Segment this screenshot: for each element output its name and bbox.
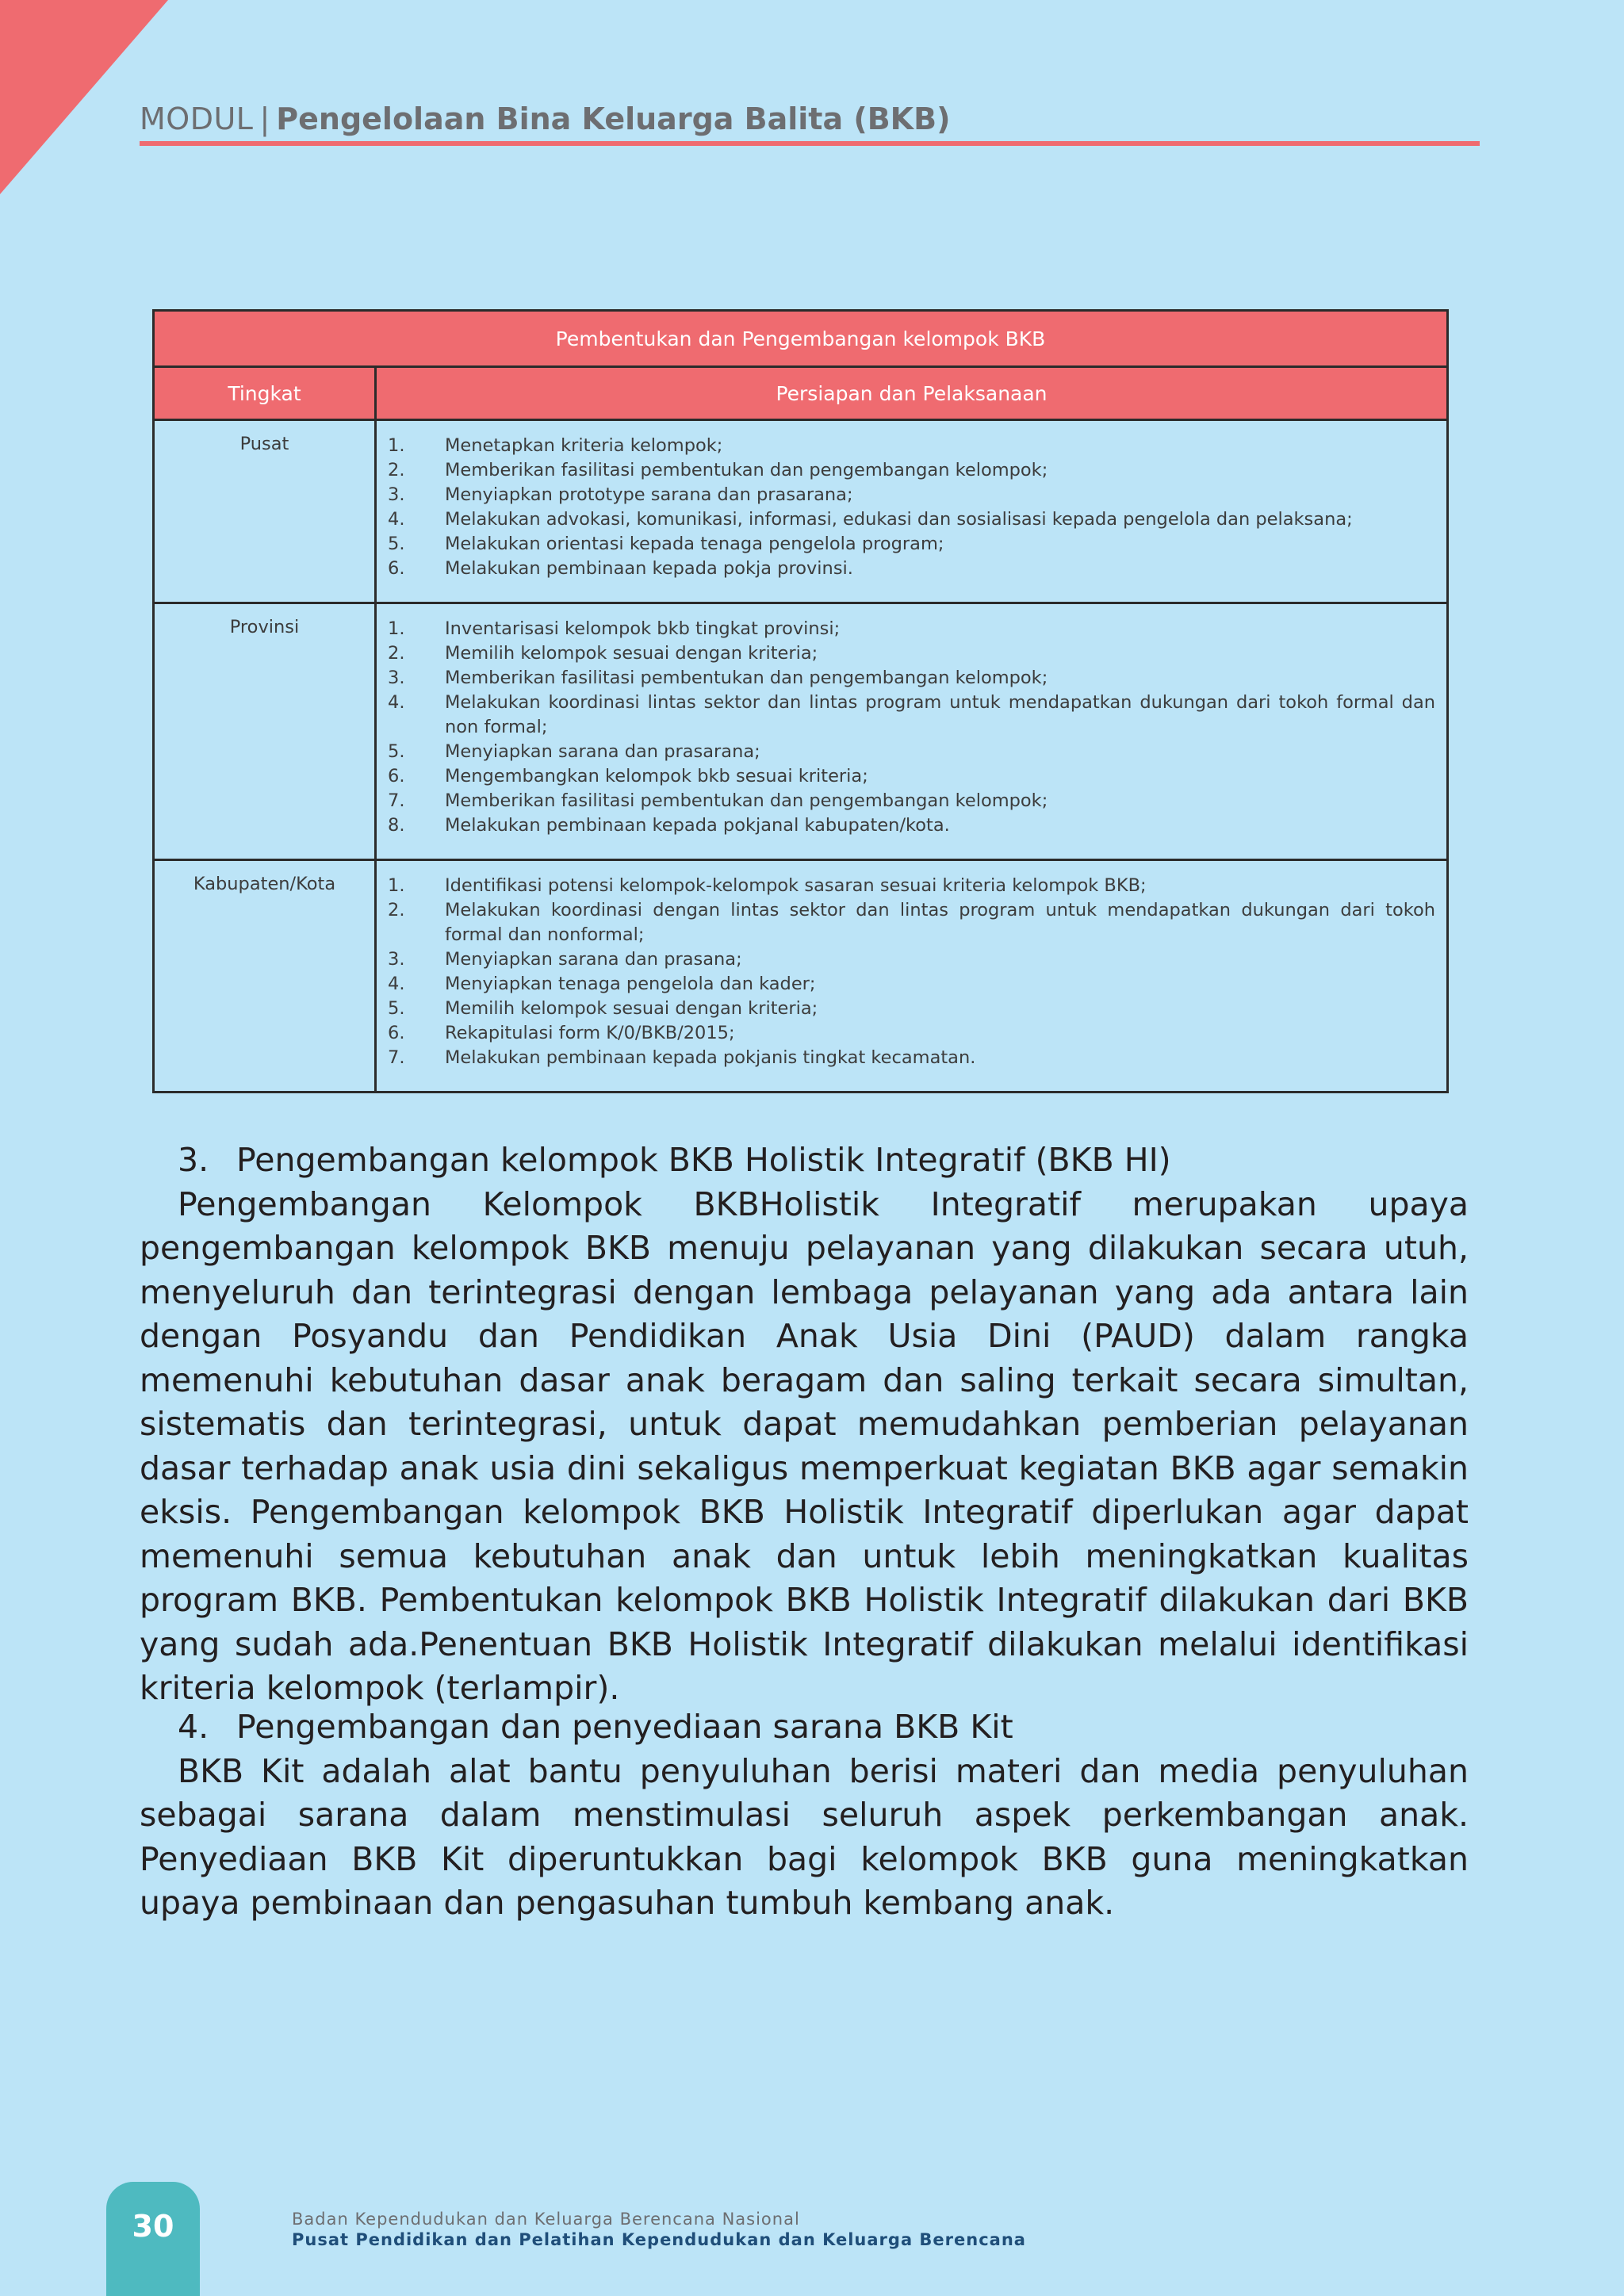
table-row: [154, 860, 1448, 1093]
table-body: [154, 420, 1448, 1093]
item-number: 6.: [388, 766, 405, 786]
list-item: [388, 997, 1435, 1021]
item-text: Menyiapkan tenaga pengelola dan kader;: [445, 974, 816, 994]
list-item: [388, 947, 1435, 972]
header-title: Pengelolaan Bina Keluarga Balita (BKB): [276, 101, 951, 136]
list-item: [388, 666, 1435, 691]
item-number: 2.: [388, 643, 405, 664]
item-text: Memberikan fasilitasi pembentukan dan pengembangan kelompok;: [445, 668, 1048, 688]
list-item: [388, 1046, 1435, 1070]
header-rule: [140, 141, 1480, 146]
item-text: Memberikan fasilitasi pembentukan dan pengembangan kelompok;: [445, 460, 1048, 480]
item-text: Identifikasi potensi kelompok-kelompok sasaran sesuai kriteria kelompok BKB;: [445, 875, 1147, 896]
item-text: Menyiapkan sarana dan prasana;: [445, 949, 742, 970]
level-cell: Pusat: [154, 420, 376, 603]
list-item: [388, 691, 1435, 740]
item-number: 1.: [388, 618, 405, 639]
item-number: 1.: [388, 435, 405, 456]
list-item: [388, 874, 1435, 898]
header-separator: |: [259, 101, 270, 136]
item-number: 5.: [388, 741, 405, 762]
item-number: 4.: [388, 974, 405, 994]
list-item: [388, 434, 1435, 458]
item-number: 7.: [388, 790, 405, 811]
item-number: 8.: [388, 815, 405, 836]
item-number: 3.: [388, 949, 405, 970]
list-item: [388, 507, 1435, 532]
list-item: [388, 898, 1435, 947]
section-4-title: Pengembangan dan penyediaan sarana BKB Kit: [236, 1708, 1013, 1746]
column-header-actions: Persiapan dan Pelaksanaan: [376, 367, 1448, 420]
bkb-table: [152, 309, 1449, 1093]
table-row: [154, 603, 1448, 860]
page-header: [140, 98, 1480, 140]
item-text: Menyiapkan prototype sarana dan prasarana;: [445, 484, 853, 505]
item-text: Memberikan fasilitasi pembentukan dan pengembangan kelompok;: [445, 790, 1048, 811]
item-number: 4.: [388, 509, 405, 530]
section-3-title: Pengembangan kelompok BKB Holistik Integratif (BKB HI): [236, 1141, 1171, 1179]
list-item: [388, 557, 1435, 581]
actions-cell: [376, 603, 1448, 860]
action-list: [388, 874, 1435, 1070]
table-row: [154, 420, 1448, 603]
list-item: [388, 813, 1435, 838]
item-text: Melakukan pembinaan kepada pokja provinsi.: [445, 558, 853, 579]
actions-cell: [376, 860, 1448, 1093]
list-item: [388, 458, 1435, 483]
item-number: 7.: [388, 1047, 405, 1068]
list-item: [388, 483, 1435, 507]
item-text: Mengembangkan kelompok bkb sesuai kriteria;: [445, 766, 868, 786]
item-number: 2.: [388, 460, 405, 480]
item-number: 3.: [388, 668, 405, 688]
item-text: Memilih kelompok sesuai dengan kriteria;: [445, 998, 818, 1019]
column-header-level: Tingkat: [154, 367, 376, 420]
section-4-heading: [140, 1705, 1469, 1750]
section-3-paragraph: Pengembangan Kelompok BKBHolistik Integratif merupakan upaya pengembangan kelompok BKB menuju pelayanan yang dilakukan secara utuh, menyeluruh dan terintegrasi dengan lembaga pelayanan yang ada antara lain dengan Posyandu dan Pendidikan Anak Usia Dini (PAUD) dalam rangka memenuhi kebutuhan dasar anak beragam dan saling terkait secara simultan, sistematis dan terintegrasi, untuk dapat memudahkan pemberian pelayanan dasar terhadap anak usia dini sekaligus memperkuat kegiatan BKB agar semakin eksis. Pengembangan kelompok BKB Holistik Integratif diperlukan agar dapat memenuhi semua kebutuhan anak dan untuk lebih meningkatkan kualitas program BKB. Pembentukan kelompok BKB Holistik Integratif dilakukan dari BKB yang sudah ada.Penentuan BKB Holistik Integratif dilakukan melalui identifikasi kriteria kelompok (terlampir).: [140, 1184, 1469, 1707]
item-text: Melakukan koordinasi dengan lintas sektor dan lintas program untuk mendapatkan dukungan dari tokoh formal dan nonformal;: [445, 900, 1435, 945]
section-3: [140, 1138, 1469, 1711]
item-number: 1.: [388, 875, 405, 896]
section-3-heading: [140, 1138, 1469, 1183]
item-text: Melakukan advokasi, komunikasi, informasi, edukasi dan sosialisasi kepada pengelola dan pelaksana;: [445, 509, 1353, 530]
item-number: 5.: [388, 998, 405, 1019]
page-footer: [292, 2209, 1026, 2250]
item-number: 6.: [388, 1023, 405, 1043]
item-text: Melakukan orientasi kepada tenaga pengelola program;: [445, 534, 944, 554]
list-item: [388, 740, 1435, 764]
level-cell: Provinsi: [154, 603, 376, 860]
level-cell: Kabupaten/Kota: [154, 860, 376, 1093]
footer-center: Pusat Pendidikan dan Pelatihan Kependudukan dan Keluarga Berencana: [292, 2230, 1026, 2249]
item-text: Menetapkan kriteria kelompok;: [445, 435, 723, 456]
item-text: Memilih kelompok sesuai dengan kriteria;: [445, 643, 818, 664]
corner-decoration: [0, 0, 168, 194]
footer-agency: Badan Kependudukan dan Keluarga Berencana Nasional: [292, 2210, 800, 2229]
action-list: [388, 434, 1435, 581]
actions-cell: [376, 420, 1448, 603]
item-text: Rekapitulasi form K/0/BKB/2015;: [445, 1023, 735, 1043]
table-caption: Pembentukan dan Pengembangan kelompok BKB: [154, 311, 1448, 367]
item-number: 5.: [388, 534, 405, 554]
list-item: [388, 1021, 1435, 1046]
item-number: 6.: [388, 558, 405, 579]
list-item: [388, 789, 1435, 813]
action-list: [388, 617, 1435, 838]
item-text: Inventarisasi kelompok bkb tingkat provinsi;: [445, 618, 841, 639]
item-text: Menyiapkan sarana dan prasarana;: [445, 741, 760, 762]
list-item: [388, 972, 1435, 997]
item-number: 4.: [388, 692, 405, 713]
section-4-paragraph: BKB Kit adalah alat bantu penyuluhan berisi materi dan media penyuluhan sebagai sarana dalam menstimulasi seluruh aspek perkembangan anak. Penyediaan BKB Kit diperuntukkan bagi kelompok BKB guna meningkatkan upaya pembinaan dan pengasuhan tumbuh kembang anak.: [140, 1751, 1469, 1922]
section-3-number: 3.: [178, 1141, 209, 1179]
header-modul-label: MODUL: [140, 101, 254, 136]
item-text: Melakukan koordinasi lintas sektor dan lintas program untuk mendapatkan dukungan dari tokoh formal dan non formal;: [445, 692, 1435, 737]
list-item: [388, 617, 1435, 641]
item-text: Melakukan pembinaan kepada pokjanal kabupaten/kota.: [445, 815, 950, 836]
section-4-number: 4.: [178, 1708, 209, 1746]
item-text: Melakukan pembinaan kepada pokjanis tingkat kecamatan.: [445, 1047, 976, 1068]
page-number: 30: [106, 2182, 200, 2296]
item-number: 3.: [388, 484, 405, 505]
item-number: 2.: [388, 900, 405, 920]
list-item: [388, 764, 1435, 789]
section-4: [140, 1705, 1469, 1926]
list-item: [388, 532, 1435, 557]
list-item: [388, 641, 1435, 666]
